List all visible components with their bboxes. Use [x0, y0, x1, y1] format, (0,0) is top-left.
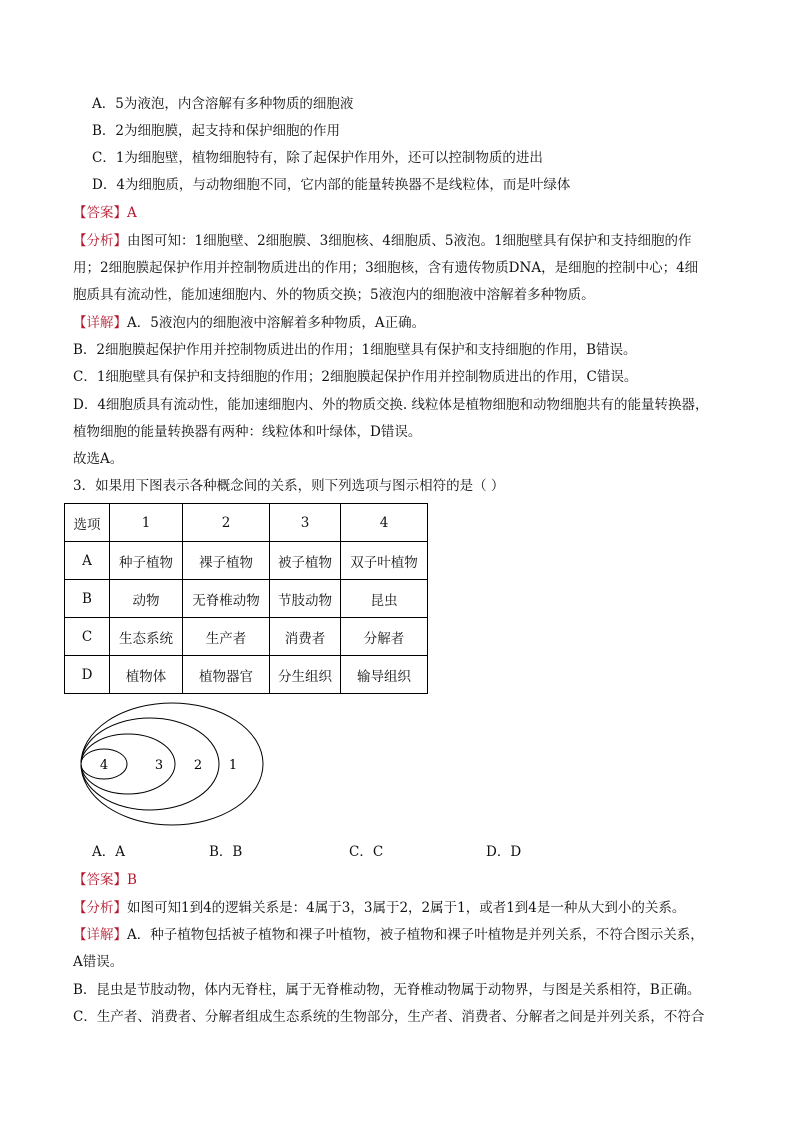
diagram-label-4: 4 — [99, 758, 109, 773]
table-row — [65, 656, 428, 694]
table-cell: 节肢动物 — [270, 580, 341, 618]
analysis-label: 【分析】 — [73, 233, 127, 249]
table-row — [65, 618, 428, 656]
table-cell: D — [65, 656, 110, 694]
answer-value: B — [127, 872, 137, 888]
table-cell: C — [65, 618, 110, 656]
table-cell: 被子植物 — [270, 542, 341, 580]
analysis-label: 【分析】 — [73, 900, 127, 916]
detail-label: 【详解】 — [73, 927, 127, 943]
table-cell: 种子植物 — [110, 542, 183, 580]
table-cell: B — [65, 580, 110, 618]
q2-option-b: B．2为细胞膜，起支持和保护细胞的作用 — [92, 123, 341, 139]
diagram-label-1: 1 — [228, 758, 238, 773]
table-cell: A — [65, 542, 110, 580]
table-row — [65, 580, 428, 618]
q3-choice-a: A．A — [92, 844, 125, 860]
table-header-cell: 1 — [110, 504, 183, 542]
q3-stem: 3．如果用下图表示各种概念间的关系，则下列选项与图示相符的是（ ） — [73, 478, 505, 494]
q3-choice-b: B．B — [209, 844, 243, 860]
q3-analysis: 【分析】如图可知1到4的逻辑关系是：4属于3，3属于2，2属于1，或者1到4是一种从大到小的关系。 — [73, 900, 686, 916]
table-cell: 分生组织 — [270, 656, 341, 694]
table-cell: 生态系统 — [110, 618, 183, 656]
diagram-label-2: 2 — [193, 758, 203, 773]
q2-detail-line-1: 【详解】A．5液泡内的细胞液中溶解着多种物质，A正确。 — [73, 315, 426, 331]
q2-analysis-line-2: 用；2细胞膜起保护作用并控制物质进出的作用；3细胞核，含有遗传物质DNA，是细胞的控制中心；4细 — [73, 260, 699, 276]
q2-analysis-line-3: 胞质具有流动性，能加速细胞内、外的物质交换；5液泡内的细胞液中溶解着多种物质。 — [73, 287, 595, 303]
table-cell: 昆虫 — [341, 580, 428, 618]
q2-option-c: C．1为细胞壁，植物细胞特有，除了起保护作用外，还可以控制物质的进出 — [92, 150, 543, 166]
table-row — [65, 542, 428, 580]
table-cell: 消费者 — [270, 618, 341, 656]
q3-options-table — [64, 503, 428, 694]
table-cell: 裸子植物 — [183, 542, 270, 580]
q2-detail-line-3: C．1细胞壁具有保护和支持细胞的作用；2细胞膜起保护作用并控制物质进出的作用，C错误。 — [73, 369, 638, 385]
q2-detail-line-4: D．4细胞质具有流动性，能加速细胞内、外的物质交换. 线粒体是植物细胞和动物细胞共有的能量转换器， — [73, 397, 709, 413]
table-cell: 双子叶植物 — [341, 542, 428, 580]
table-cell: 输导组织 — [341, 656, 428, 694]
answer-value: A — [127, 205, 137, 221]
q2-detail-line-5: 植物细胞的能量转换器有两种：线粒体和叶绿体，D错误。 — [73, 424, 422, 440]
table-cell: 生产者 — [183, 618, 270, 656]
table-header-cell: 2 — [183, 504, 270, 542]
answer-label: 【答案】 — [73, 205, 127, 221]
q2-detail-conclusion: 故选A。 — [73, 451, 124, 467]
table-header-cell: 选项 — [65, 504, 110, 542]
diagram-label-3: 3 — [154, 758, 164, 773]
table-header-row — [65, 504, 428, 542]
detail-label: 【详解】 — [73, 315, 127, 331]
table-cell: 植物器官 — [183, 656, 270, 694]
q2-detail-line-2: B．2细胞膜起保护作用并控制物质进出的作用；1细胞壁具有保护和支持细胞的作用，B错误。 — [73, 342, 637, 358]
q2-answer — [73, 203, 137, 223]
answer-label: 【答案】 — [73, 872, 127, 888]
q3-detail-line-4: C．生产者、消费者、分解者组成生态系统的生物部分，生产者、消费者、分解者之间是并列关系，不符合 — [73, 1009, 705, 1025]
q3-answer — [73, 870, 137, 890]
q3-detail-line-3: B．昆虫是节肢动物，体内无脊柱，属于无脊椎动物，无脊椎动物属于动物界，与图是关系相符，B正确。 — [73, 982, 701, 998]
nested-ellipse-diagram — [78, 700, 268, 830]
table-header-cell: 3 — [270, 504, 341, 542]
q3-detail-line-2: A错误。 — [73, 954, 124, 970]
q3-detail-line-1: 【详解】A．种子植物包括被子植物和裸子叶植物，被子植物和裸子叶植物是并列关系，不符合图示关系， — [73, 927, 704, 943]
table-cell: 无脊椎动物 — [183, 580, 270, 618]
table-header-cell: 4 — [341, 504, 428, 542]
q2-option-a: A．5为液泡，内含溶解有多种物质的细胞液 — [92, 96, 354, 112]
table-cell: 动物 — [110, 580, 183, 618]
table-cell: 分解者 — [341, 618, 428, 656]
q3-choice-c: C．C — [349, 844, 384, 860]
q3-choice-d: D．D — [486, 844, 522, 860]
q2-analysis-line-1: 【分析】由图可知：1细胞壁、2细胞膜、3细胞核、4细胞质、5液泡。1细胞壁具有保护和支持细胞的作 — [73, 233, 692, 249]
q2-option-d: D．4为细胞质，与动物细胞不同，它内部的能量转换器不是线粒体，而是叶绿体 — [92, 177, 571, 193]
table-cell: 植物体 — [110, 656, 183, 694]
